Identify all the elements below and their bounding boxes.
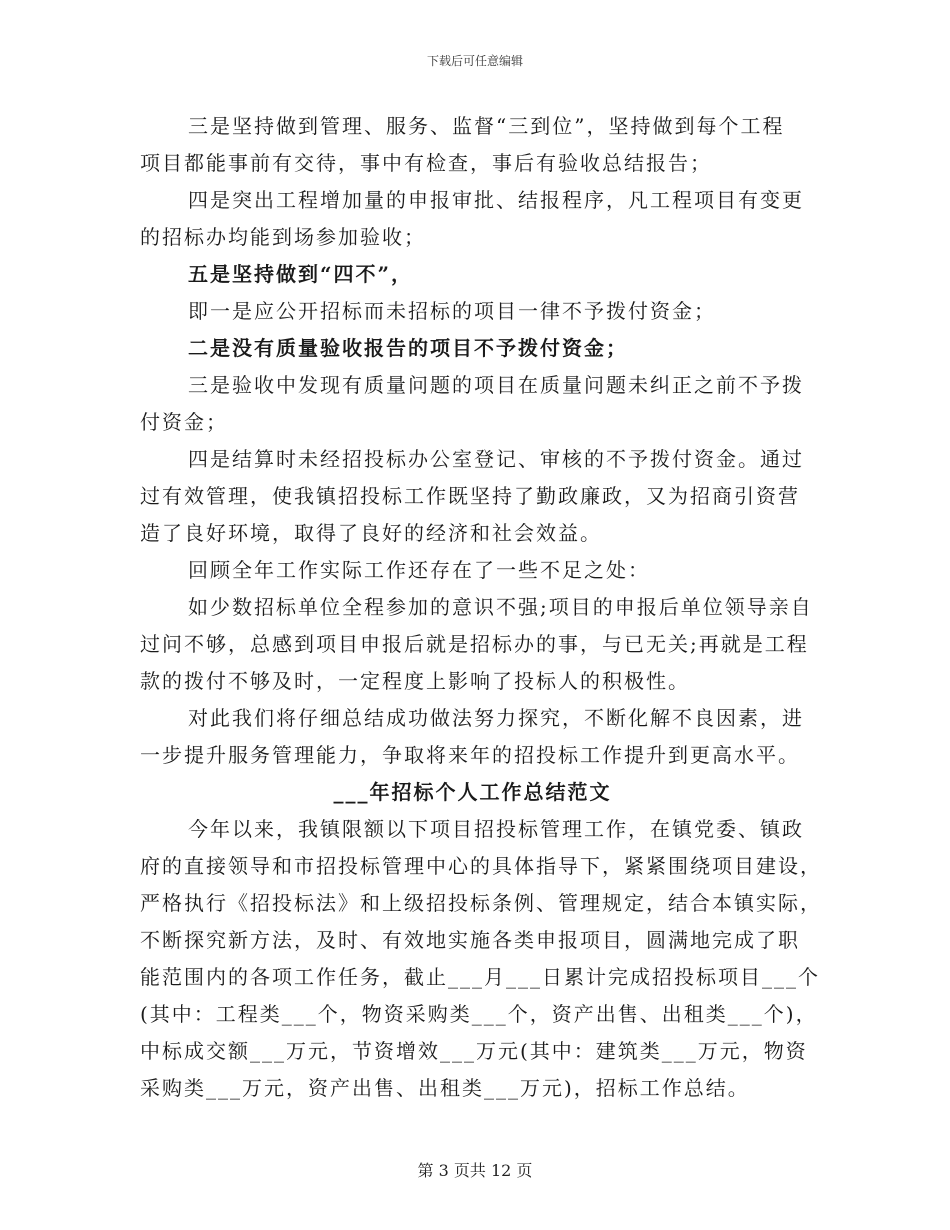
paragraph-line: 三是验收中发现有质量问题的项目在质量问题未纠正之前不予拨 xyxy=(188,373,804,397)
paragraph-line: 四是突出工程增加量的申报审批、结报程序，凡工程项目有变更 xyxy=(188,188,804,212)
closing-paragraph-line: 中标成交额___万元，节资增效___万元(其中：建筑类___万元，物资 xyxy=(140,1039,808,1063)
document-body xyxy=(140,108,822,1107)
paragraph-line: 款的拨付不够及时，一定程度上影响了投标人的积极性。 xyxy=(140,669,690,693)
closing-paragraph-line: 严格执行《招投标法》和上级招投标条例、管理规定，结合本镇实际， xyxy=(140,891,822,915)
closing-paragraph-line: 采购类___万元，资产出售、出租类___万元)，招标工作总结。 xyxy=(140,1076,750,1100)
paragraph-line: 造了良好环境，取得了良好的经济和社会效益。 xyxy=(140,521,602,545)
bold-paragraph-line: 五是坚持做到“四不”， xyxy=(188,262,414,286)
closing-paragraph-line: (其中：工程类___个，物资采购类___个，资产出售、出租类___个)， xyxy=(140,1002,818,1026)
closing-paragraph-line: 能范围内的各项工作任务，截止___月___日累计完成招投标项目___个 xyxy=(140,965,820,989)
page-header: 下载后可任意编辑 xyxy=(426,54,523,68)
section-title-blank: ___ xyxy=(333,780,370,804)
page-footer: 第 3 页共 12 页 xyxy=(417,1161,533,1180)
paragraph-line: 回顾全年工作实际工作还存在了一些不足之处： xyxy=(188,558,650,582)
paragraph-line: 四是结算时未经招投标办公室登记、审核的不予拨付资金。通过 xyxy=(188,447,804,471)
paragraph-line: 过问不够，总感到项目申报后就是招标办的事，与已无关;再就是工程 xyxy=(140,632,809,656)
closing-paragraph-line: 府的直接领导和市招投标管理中心的具体指导下，紧紧围绕项目建设， xyxy=(140,854,822,878)
paragraph-line: 付资金； xyxy=(140,410,228,434)
paragraph-line: 即一是应公开招标而未招标的项目一律不予拨付资金； xyxy=(188,299,716,323)
paragraph-line: 对此我们将仔细总结成功做法努力探究，不断化解不良因素，进 xyxy=(188,706,804,730)
bold-paragraph-line: 二是没有质量验收报告的项目不予拨付资金； xyxy=(188,336,628,360)
paragraph-line: 的招标办均能到场参加验收； xyxy=(140,225,426,249)
closing-paragraph-line: 今年以来，我镇限额以下项目招投标管理工作，在镇党委、镇政 xyxy=(188,817,804,841)
paragraph-line: 过有效管理，使我镇招投标工作既坚持了勤政廉政，又为招商引资营 xyxy=(140,484,800,508)
section-title xyxy=(140,774,805,811)
paragraph-line: 项目都能事前有交待，事中有检查，事后有验收总结报告； xyxy=(140,151,712,175)
paragraph-line: 三是坚持做到管理、服务、监督“三到位”，坚持做到每个工程 xyxy=(188,114,785,138)
section-title-text: 年招标个人工作总结范文 xyxy=(369,780,612,804)
paragraph-line: 如少数招标单位全程参加的意识不强;项目的申报后单位领导亲自 xyxy=(188,595,813,619)
closing-paragraph-line: 不断探究新方法，及时、有效地实施各类申报项目，圆满地完成了职 xyxy=(140,928,800,952)
paragraph-line: 一步提升服务管理能力，争取将来年的招投标工作提升到更高水平。 xyxy=(140,743,800,767)
